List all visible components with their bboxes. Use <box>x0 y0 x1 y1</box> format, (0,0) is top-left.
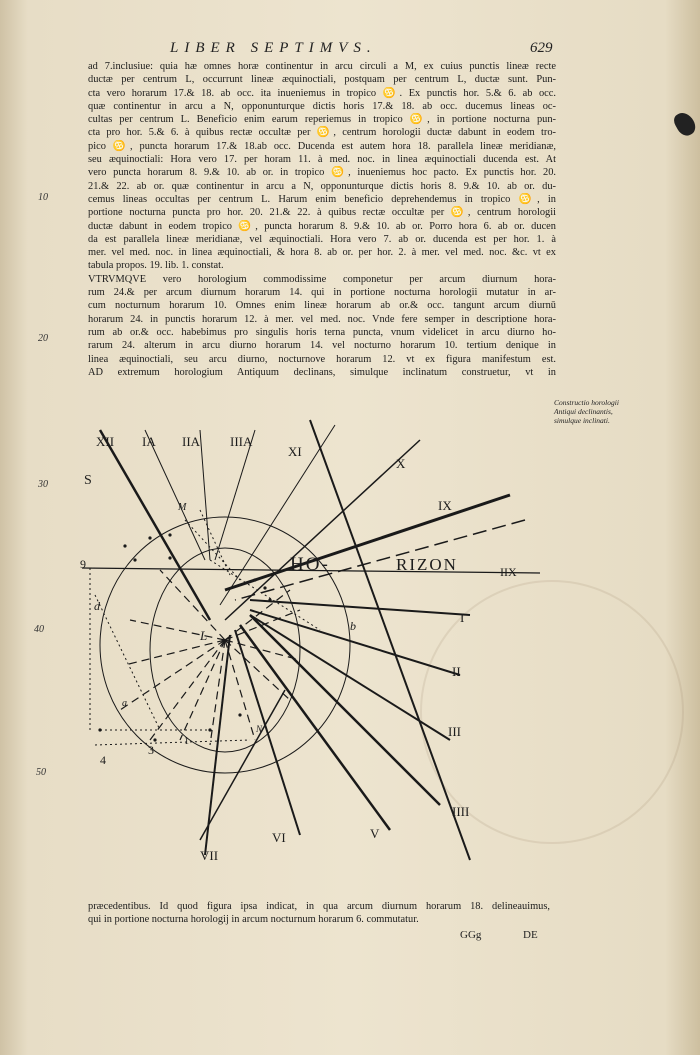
text-line: rarum 24. alterum in arcu diurno horarum 14. vel nocturno horarum 10. tertium denique in <box>88 340 556 352</box>
margin-line-number: 30 <box>38 479 48 490</box>
dashed-ray <box>130 620 225 640</box>
hour-label: III <box>448 724 461 739</box>
dashed-ray <box>120 640 225 710</box>
hour-line <box>220 425 335 605</box>
hour-line <box>100 430 210 620</box>
catchword: DE <box>523 929 538 941</box>
hour-line <box>205 635 230 855</box>
hour-line <box>200 690 285 840</box>
text-line: horarum 24. in punctis horarum 12. à mer. vel med. noc. Vnde fere semper in descriptione hora- <box>88 313 556 325</box>
hour-label: VII <box>200 848 219 863</box>
point-label: d <box>94 599 100 613</box>
text-line: AD extremum horologium Antiquum declinans, simulque inclinatum construetur, vt in <box>88 366 556 378</box>
dashed-ray <box>225 640 255 740</box>
closing-text-block <box>88 900 550 927</box>
text-line: cta pro hor. 5.& 6. à quibus rectæ occultæ per ♋, centrum horologii ductæ dabunt in eodem tro- <box>88 127 556 139</box>
hour-label: IIA <box>182 434 201 449</box>
hour-label: XI <box>288 444 302 459</box>
hour-label: V <box>370 826 380 841</box>
point-label: M <box>178 502 187 513</box>
hour-line <box>145 430 205 560</box>
ink-blot <box>671 109 699 139</box>
text-line: rum ab or.& occ. habebimus pro singulis horis terna puncta, vnum videlicet in arcu diurno ho- <box>88 326 556 338</box>
point-label: b <box>350 619 356 633</box>
text-line: pico ♋, puncta horarum 17.& 18.ab occ. Ducenda est autem hora 18. parallela lineæ meridianæ, <box>88 140 556 152</box>
text-line: vero puncta horarum 8. 9.& 10. ab or. in tropico ♋, inueniemus hoc pacto. Ex punctis hor. 20. <box>88 167 556 179</box>
dashed-ray <box>150 640 225 740</box>
hour-line <box>250 600 470 615</box>
text-line: seu æquinoctiali: Hora vero 17. per horam 11. à med. noc. in linea æquinoctiali ducenda est. At <box>88 154 556 166</box>
main-text-block <box>88 60 556 379</box>
signature-mark: GGg <box>460 929 482 941</box>
text-line: da est parallela lineæ meridianæ, vel æquinoctiali. Hora vero 7. ab or. ducenda est per hor. 1. à <box>88 233 556 245</box>
text-line: qui in portione nocturna horologij in arcum nocturnum horarum 6. commutatur. <box>88 914 419 926</box>
point-label: S <box>84 473 92 488</box>
margin-line-number: 10 <box>38 192 48 203</box>
text-line: linea æquinoctiali, seu arcu diurno, nocturnove horarum 12. vt ex figura manifestum est. <box>88 353 556 365</box>
text-line: rum 24.& per arcum diurnum horarum 14. qui in portione nocturna horologii mutatur in ar- <box>88 287 556 299</box>
text-line: mer. vel med. noc. in linea æquinoctiali, & hora 8. ab or. per hor. 2. à mer. vel med. noc. &c. vt ex <box>88 247 556 259</box>
text-line: VTRVMQVE vero horologium commodissime componetur per arcum diurnum hora- <box>88 273 556 285</box>
dotted-guide <box>185 520 240 580</box>
text-line: cum nocturnum horarum 10. Omnes enim lineæ horarum ab or.& occ. tangunt arcum diurnū <box>88 300 556 312</box>
hour-label: IIX <box>500 565 517 579</box>
margin-line-number: 20 <box>38 333 48 344</box>
point-label: 1 <box>184 736 189 747</box>
hour-label: IA <box>142 434 156 449</box>
hour-label: I <box>460 610 465 625</box>
point-label: L <box>200 628 208 643</box>
text-line: ductæ per centrum L, occurrunt lineæ æquinoctiali, postquam per centrum L, ductæ sunt. Pun- <box>88 74 556 86</box>
horizon-label-right: RIZON <box>396 555 458 574</box>
dashed-ray <box>160 570 225 640</box>
hour-line <box>215 430 255 560</box>
hour-label: VI <box>272 830 286 845</box>
tropic-ellipse <box>150 548 300 752</box>
point-label: 4 <box>100 753 106 767</box>
margin-note: Constructio horologii Antiqui declinantis, simulque inclinati. <box>554 398 619 425</box>
text-line: ad 7.inclusiue: quia hæ omnes horæ continentur in arcu circuli a M, ex cuius punctis lineæ recte <box>88 61 556 72</box>
hour-label: IIII <box>452 804 470 819</box>
margin-line-number: 50 <box>36 767 46 778</box>
dotted-guide <box>200 510 230 575</box>
hour-label: XII <box>96 434 115 449</box>
page-header <box>0 40 700 62</box>
sundial-diagram <box>60 410 550 890</box>
point-label: 9 <box>80 557 86 571</box>
sundial-figure <box>60 410 550 890</box>
horizon-label-left: HO- <box>290 554 330 575</box>
hour-line <box>200 430 210 560</box>
hour-line <box>225 440 420 620</box>
hour-label: IX <box>438 498 452 513</box>
text-line: ductæ dabunt in eodem tropico ♋, puncta horarum 8. 9.& 10. ab or. Porro hora 6. ab or. ducen <box>88 220 556 232</box>
point-label: 3 <box>148 743 154 757</box>
hour-label: II <box>452 664 461 679</box>
text-line: cemus lineas occultas per centrum L. Harum enim beneficio deprehendemus in tropico ♋, in <box>88 193 556 205</box>
hour-label: X <box>396 456 406 471</box>
text-line: præcedentibus. Id quod figura ipsa indicat, in qua arcum diurnum horarum 18. delineauimus, <box>88 901 550 912</box>
point-label: N <box>256 724 263 734</box>
page-number: 629 <box>530 40 553 56</box>
margin-line-number: 40 <box>34 624 44 635</box>
dashed-ray <box>125 640 225 665</box>
text-line: quæ continentur in arcu a N, opponunturque dictis horis 17.& 18. ab occ. ducemus lineas oc- <box>88 100 556 112</box>
dotted-guide <box>95 740 250 745</box>
text-line: cultas per centrum L. Beneficio enim earum reperiemus in tropico ♋, in portione nocturna pun- <box>88 114 556 126</box>
text-line: portione nocturna puncta pro hor. 20. 21.& 22. à quibus rectæ occultæ per ♋, centrum horologii <box>88 207 556 219</box>
text-line: cta vero horarum 17.& 18. ab occ. ita inueniemus in tropico ♋. Ex punctis hor. 5.& 6. ab occ. <box>88 87 556 99</box>
hour-line <box>250 615 440 805</box>
text-line: tabula propos. 19. lib. 1. constat. <box>88 260 224 272</box>
hour-label: IIIA <box>230 434 253 449</box>
point-label: a <box>122 698 127 709</box>
running-title: LIBER SEPTIMVS. <box>170 40 377 56</box>
text-line: 21.& 22. ab or. quæ continentur in arcu a N, opponunturque dictis horis 8. 9.& 10. ab or. du- <box>88 180 556 192</box>
hour-line <box>235 520 525 600</box>
hour-line <box>310 420 470 860</box>
